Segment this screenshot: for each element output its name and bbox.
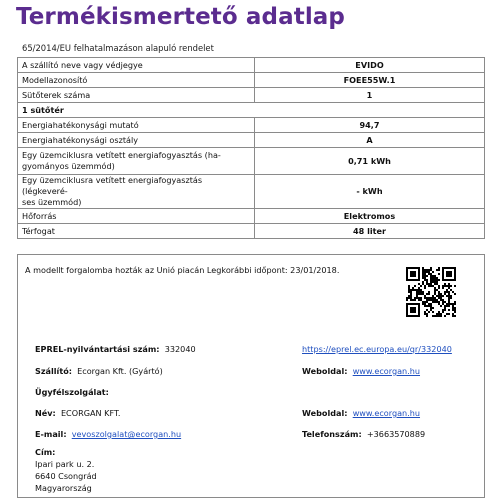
cs-website-row xyxy=(302,408,420,418)
spec-value: 94,7 xyxy=(255,118,485,133)
spec-label: Modellazonosító xyxy=(18,73,255,88)
market-note: A modellt forgalomba hozták az Unió piacán Legkorábbi időpont: 23/01/2018. xyxy=(25,265,340,275)
spec-value: FOEE55W.1 xyxy=(255,73,485,88)
eprel-link[interactable]: https://eprel.ec.europa.eu/qr/332040 xyxy=(302,344,452,354)
spec-label: Térfogat xyxy=(18,224,255,239)
spec-label-line: Egy üzemciklusra vetített energiafogyasztás (ha- xyxy=(22,150,221,160)
table-row xyxy=(18,209,485,224)
cs-website-link[interactable]: www.ecorgan.hu xyxy=(352,408,421,418)
page-title: Termékismertető adatlap xyxy=(16,4,345,30)
spec-label xyxy=(18,148,255,175)
supplier-row xyxy=(35,366,163,376)
name-row xyxy=(35,408,121,418)
supplier-label: Szállító: xyxy=(35,366,72,376)
email-label: E-mail: xyxy=(35,429,67,439)
eprel-number: 332040 xyxy=(164,344,196,354)
table-row xyxy=(18,73,485,88)
spec-value: - kWh xyxy=(255,175,485,209)
address-label: Cím: xyxy=(35,447,56,457)
email-link[interactable]: vevoszolgalat@ecorgan.hu xyxy=(71,429,182,439)
customer-service-heading: Ügyfélszolgálat: xyxy=(35,387,109,397)
spec-label: Energiahatékonysági mutató xyxy=(18,118,255,133)
table-row xyxy=(18,224,485,239)
section-header: 1 sütőtér xyxy=(18,103,485,118)
supplier-website-row xyxy=(302,366,420,376)
spec-value: 48 liter xyxy=(255,224,485,239)
table-row xyxy=(18,118,485,133)
spec-label-line: gyományos üzemmód) xyxy=(22,161,115,171)
website-label: Weboldal: xyxy=(302,366,348,376)
table-row xyxy=(18,103,485,118)
phone-value: +3663570889 xyxy=(366,429,426,439)
phone-label: Telefonszám: xyxy=(302,429,362,439)
table-row xyxy=(18,133,485,148)
address-line: Magyarország xyxy=(35,483,92,493)
regulation-subtitle: 65/2014/EU felhatalmazáson alapuló rendelet xyxy=(22,43,214,53)
spec-label xyxy=(18,175,255,209)
eprel-row xyxy=(35,344,196,354)
qr-code-icon[interactable] xyxy=(406,267,456,317)
address-line: Ipari park u. 2. xyxy=(35,459,95,469)
spec-table xyxy=(17,57,485,239)
table-row xyxy=(18,88,485,103)
name-value: ECORGAN KFT. xyxy=(60,408,121,418)
table-row xyxy=(18,148,485,175)
table-row xyxy=(18,58,485,73)
spec-value: A xyxy=(255,133,485,148)
spec-label-line: ses üzemmód) xyxy=(22,197,82,207)
spec-label: Sütőterek száma xyxy=(18,88,255,103)
table-row xyxy=(18,175,485,209)
email-row xyxy=(35,429,181,439)
supplier-info-panel xyxy=(17,254,485,498)
spec-label: Hőforrás xyxy=(18,209,255,224)
spec-value: 0,71 kWh xyxy=(255,148,485,175)
spec-value: EVIDO xyxy=(255,58,485,73)
supplier-value: Ecorgan Kft. (Gyártó) xyxy=(77,366,163,376)
spec-value: Elektromos xyxy=(255,209,485,224)
spec-label-line: Egy üzemciklusra vetített energiafogyasztás (légkeveré- xyxy=(22,175,203,196)
name-label: Név: xyxy=(35,408,56,418)
spec-value: 1 xyxy=(255,88,485,103)
spec-label: Energiahatékonysági osztály xyxy=(18,133,255,148)
eprel-label: EPREL-nyilvántartási szám: xyxy=(35,344,160,354)
website-label: Weboldal: xyxy=(302,408,348,418)
address-line: 6640 Csongrád xyxy=(35,471,97,481)
supplier-website-link[interactable]: www.ecorgan.hu xyxy=(352,366,421,376)
phone-row xyxy=(302,429,425,439)
spec-label: A szállító neve vagy védjegye xyxy=(18,58,255,73)
